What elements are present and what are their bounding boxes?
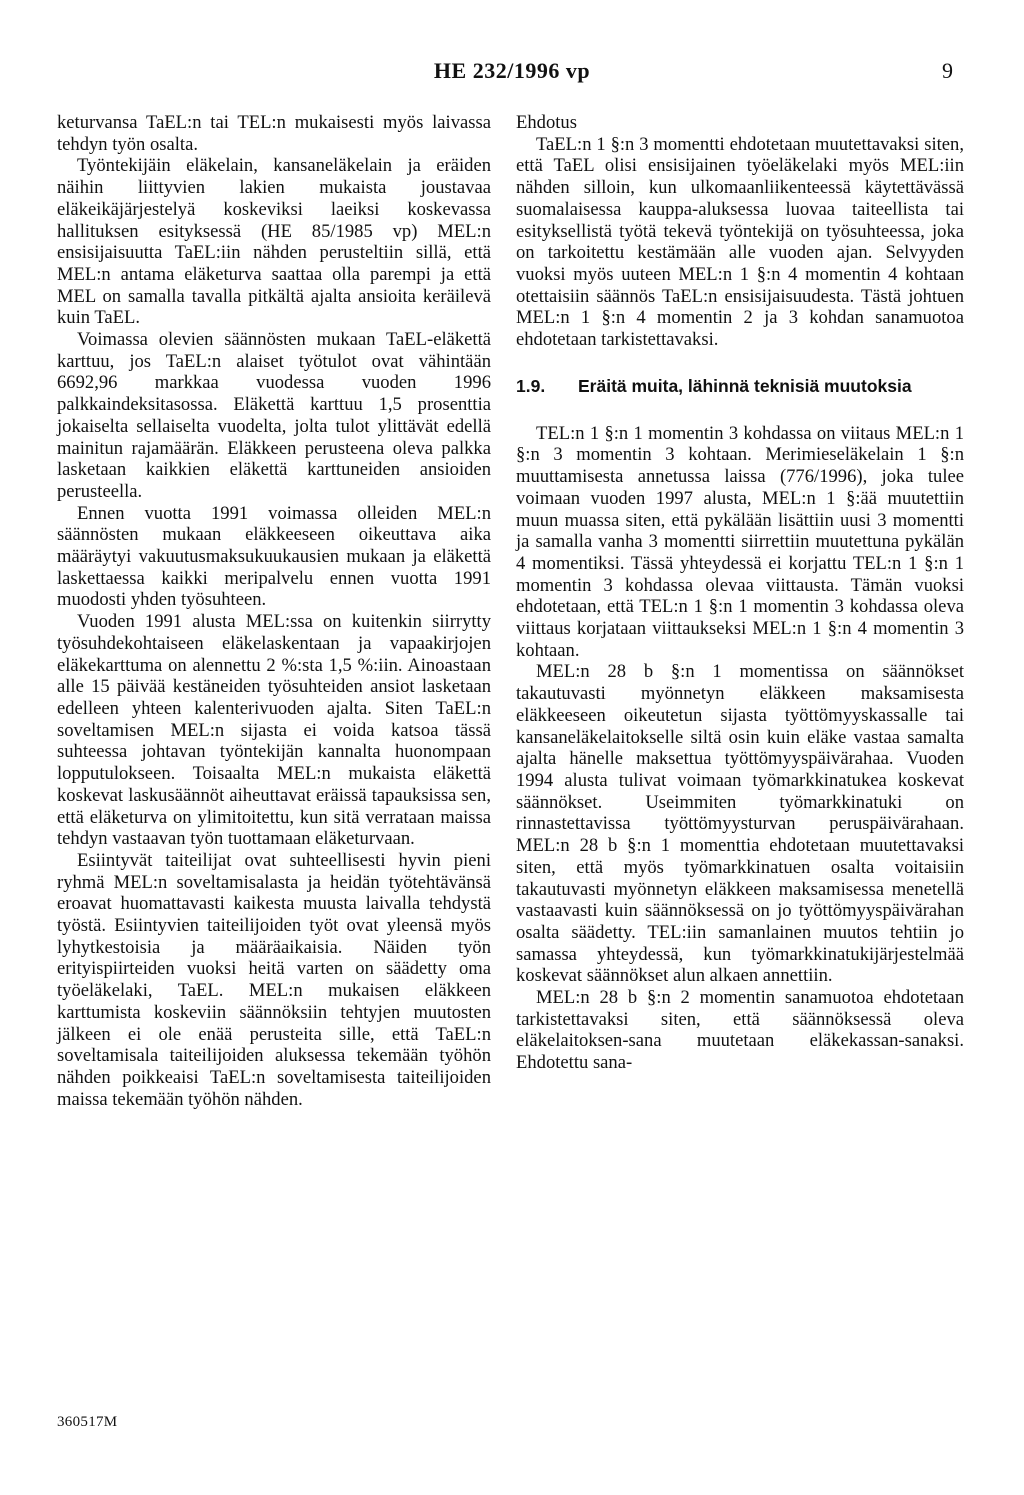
section-heading	[516, 375, 964, 397]
right-paragraph-3: MEL:n 28 b §:n 2 momentin sanamuotoa ehdotetaan tarkistettavaksi siten, että säännöksessä oleva eläkelaitoksen-sana muutetaan eläkekassan-sanaksi. Ehdotettu sana-	[516, 987, 964, 1074]
left-paragraph-4: Ennen vuotta 1991 voimassa olleiden MEL:n säännösten mukaan eläkkeeseen oikeuttava aika määräytyi vakuutusmaksukuukausien mukaan ja eläkettä laskettaessa kaikki meripalvelu ennen vuotta 1991 muodosti yhden työsuhteen.	[57, 502, 491, 611]
section-number: 1.9.	[516, 375, 546, 396]
right-column	[516, 112, 964, 1074]
right-intro-paragraph: TaEL:n 1 §:n 3 momentti ehdotetaan muutettavaksi siten, että TaEL olisi ensisijainen työeläkelaki myös MEL:iin nähden silloin, kun ulkomaanliikenteessä käytettävässä suomalaisessa kauppa-aluksessa luovaa taiteellista tai esityksellistä työtä tekevä työntekijä on työsuhteessa, joka on tarkoitettu kestämään alle vuoden ajan. Selvyyden vuoksi myös uuteen MEL:n 1 §:n 4 momentin 4 kohtaan otettaisiin säännös TaEL:n ensisijaisuudesta. Tästä johtuen MEL:n 1 §:n 4 momentin 2 ja 3 kohdan sanamuotoa ehdotetaan tarkistettavaksi.	[516, 133, 964, 351]
left-paragraph-6: Esiintyvät taiteilijat ovat suhteellisesti hyvin pieni ryhmä MEL:n soveltamisalasta ja heidän työtehtävänsä eroavat huomattavasti kaikesta muusta laivalla tehdystä työstä. Esiintyvien taiteilijoiden työt ovat yleensä myös lyhytkestoisia ja määräaikaisia. Näiden työn erityispiirteiden vuoksi heitä varten on säädetty oma työeläkelaki, TaEL. MEL:n mukaisen eläkkeen karttumista koskeviin säännöksiin tehtyjen muutosten jälkeen ei ole enää perusteita sille, että TaEL:n soveltamisala taiteilijoiden aluksessa tekemään työhön nähden poikkeaisi TaEL:n soveltamisesta taiteilijoiden maissa tekemään työhön nähden.	[57, 849, 491, 1110]
footer-document-code: 360517M	[57, 1414, 118, 1430]
left-paragraph-5: Vuoden 1991 alusta MEL:ssa on kuitenkin siirrytty työsuhdekohtaiseen eläkelaskentaan ja vapaakirjojen eläkekarttuma on alennettu 2 %:sta 1,5 %:iin. Ainoastaan alle 15 päivää kestäneiden työsuhteiden ansiot lasketaan edelleen yhteen kalenterivuoden ajalta. Siten TaEL:n soveltamisen MEL:n sijasta ei voida katsoa tässä suhteessa johtavan työntekijän kannalta huonompaan lopputulokseen. Toisaalta MEL:n mukaista eläkettä koskevat laskusäännöt aiheuttavat eräissä tapauksissa sen, että eläketurva on ylimitoitettu, kun sitä verrataan maissa tehdyn vastaavan työn tuottamaan eläketurvaan.	[57, 611, 491, 850]
left-paragraph-1: keturvansa TaEL:n tai TEL:n mukaisesti myös laivassa tehdyn työn osalta.	[57, 112, 491, 155]
page-number: 9	[942, 58, 953, 83]
proposal-label: Ehdotus	[516, 112, 577, 133]
left-paragraph-3: Voimassa olevien säännösten mukaan TaEL-eläkettä karttuu, jos TaEL:n alaiset työtulot ovat vähintään 6692,96 markkaa vuodessa vuoden 1996 palkkaindeksitasossa. Eläkettä karttuu 1,5 prosenttia jokaiselta sellaiselta vuodelta, jolta tulot ylittävät edellä mainitun rajamäärän. Eläkkeen perusteena oleva palkka lasketaan kaikkien eläkettä karttuneiden ansioiden perusteella.	[57, 329, 491, 502]
page-header-title: HE 232/1996 vp	[433, 58, 591, 83]
section-title: Eräitä muita, lähinnä teknisiä muutoksia	[578, 375, 912, 396]
left-paragraph-2: Työntekijäin eläkelain, kansaneläkelain ja eräiden näihin liittyvien lakien mukaista joustavaa eläkeikäjärjestelyä koskeviksi laeiksi koskevassa hallituksen esityksessä (HE 85/1985 vp) MEL:n ensisijaisuutta TaEL:iin nähden perusteltiin sillä, että MEL:n antama eläketurva saattaa olla parempi ja että MEL on samalla tavalla pitkältä ajalta ansioita keräilevä kuin TaEL.	[57, 155, 491, 329]
right-paragraph-1: TEL:n 1 §:n 1 momentin 3 kohdassa on viitaus MEL:n 1 §:n 3 momentin 3 kohtaan. Merimieseläkelain 1 §:n muuttamisesta annetussa laissa (776/1996), joka tulee voimaan vuoden 1997 alusta, MEL:n 1 §:ää muutettiin muun muassa siten, että pykälään lisättiin uusi 3 momentti ja samalla vanha 3 momentti siirrettiin muutettuna pykälän 4 momentiksi. Tässä yhteydessä ei korjattu TEL:n 1 §:n 1 momentin 3 kohdassa olevaa viittausta. Tämän vuoksi ehdotetaan, että TEL:n 1 §:n 1 momentin 3 kohdassa oleva viittaus korjataan viittaukseksi MEL:n 1 §:n 4 momentin 3 kohtaan.	[516, 422, 964, 661]
left-column	[57, 112, 491, 1110]
right-paragraph-2: MEL:n 28 b §:n 1 momentissa on säännökset takautuvasti myönnetyn eläkkeen maksamisesta eläkkeeseen oikeutetun sijasta työttömyyskassalle tai kansaneläkelaitokselle siltä osin kuin eläke vastaa samalta ajalta hänelle maksettua työttömyyspäivärahaa. Vuoden 1994 alusta tulivat voimaan työmarkkinatukea koskevat säännökset. Useimmiten työmarkkinatuki on rinnastettavissa työttömyysturvan peruspäivärahaan. MEL:n 28 b §:n 1 momenttia ehdotetaan muutettavaksi siten, että myös työmarkkinatuen osalta voitaisiin takautuvasti myönnetyn eläkkeen maksamisessa menetellä vastaavasti kuin säännöksessä on jo työttömyyspäivärahan osalta säädetty. TEL:iin samanlainen muutos tehtiin jo samassa yhteydessä, kun työmarkkinatukijärjestelmää koskevat säännökset alun alkaen annettiin.	[516, 661, 964, 987]
